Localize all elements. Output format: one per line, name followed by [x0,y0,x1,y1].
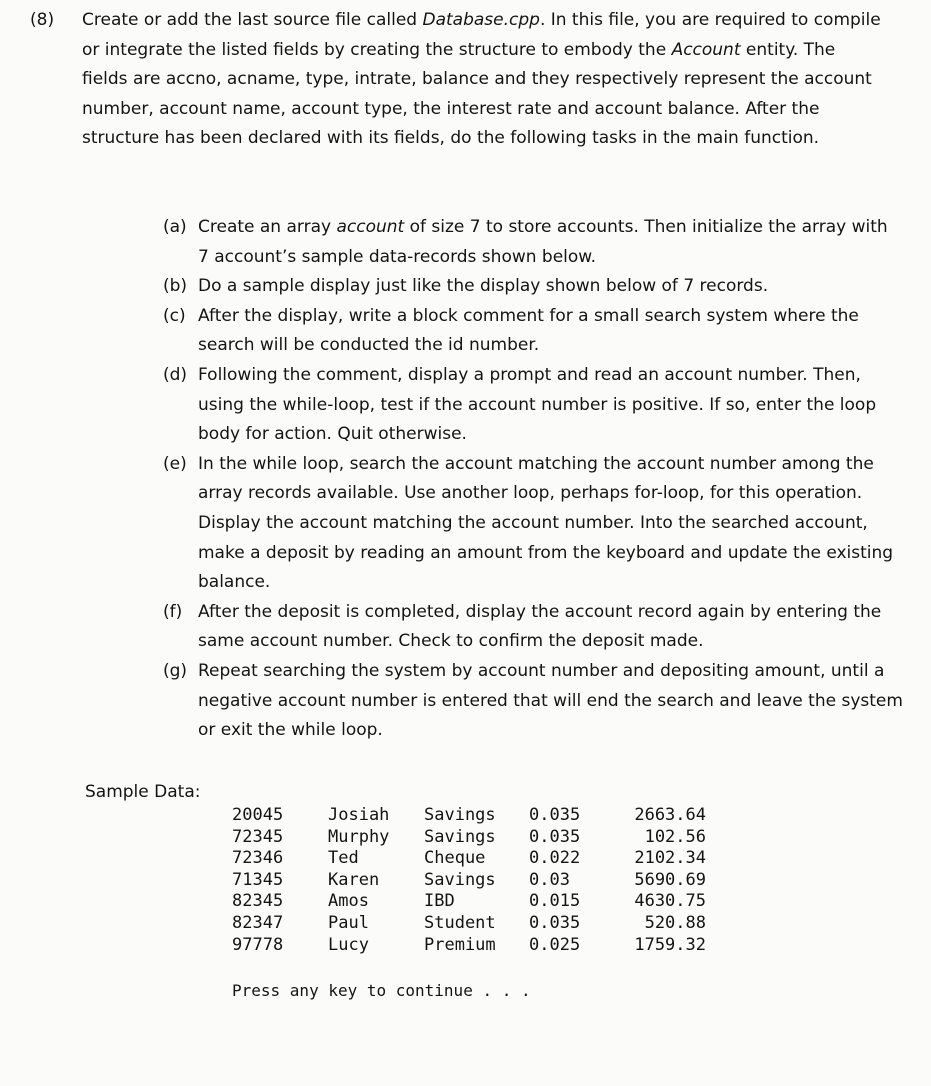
account-type-cell: IBD [424,891,455,912]
task-label: (b) [163,276,188,297]
table-row [232,848,706,870]
task-text: After the deposit is completed, display the account record again by entering the same account number. Check to confirm the deposit made. [198,601,882,652]
account-number-cell: 82347 [232,912,284,933]
balance-cell: 2102.34 [634,848,706,869]
task-text-pre: Create an array [198,217,337,237]
interest-rate-cell: 0.035 [529,805,581,825]
account-type-cell: Savings [424,805,496,825]
intro-filename: Database.cpp [422,10,540,30]
task-item-e [163,450,903,598]
table-row [232,805,706,827]
task-text: In the while loop, search the account matching the account number among the array records available. Use another loop, perhaps for-loop, for this operation. Display the account matching the account number. Into the searched account, make a deposit by reading an amount from the keyboard and update the existing balance. [198,453,894,593]
task-label: (g) [163,660,188,681]
interest-rate-cell: 0.035 [529,826,581,847]
account-number-cell: 20045 [232,805,284,825]
balance-cell: 102.56 [644,826,706,847]
task-text-post: of size 7 to store accounts. Then initialize the array with 7 account’s sample data-records shown below. [198,217,888,267]
task-text: Repeat searching the system by account number and depositing amount, until a negative account number is entered that will end the search and leave the system or exit the while loop. [198,660,903,741]
account-name-cell: Paul [328,912,369,933]
account-number-cell: 82345 [232,891,284,912]
interest-rate-cell: 0.015 [529,891,581,912]
account-name-cell: Amos [328,891,369,912]
account-type-cell: Premium [424,934,496,955]
table-row [232,891,706,913]
account-name-cell: Murphy [328,826,390,847]
interest-rate-cell: 0.022 [529,848,581,869]
balance-cell: 2663.64 [634,805,706,825]
table-row [232,912,706,935]
intro-part-3: entity. The fields are accno, acname, type, intrate, balance and they respectively represent the account number, account name, account type, the interest rate and account balance. After the structure has been declared with its fields, do the following tasks in the main function. [82,39,872,149]
task-label: (a) [163,217,187,237]
intro-part-1: Create or add the last source file called [82,10,423,30]
task-item-b [163,272,903,302]
account-number-cell: 72345 [232,826,284,847]
task-list [163,213,903,746]
task-label: (e) [163,453,187,474]
sample-data-label: Sample Data: [85,782,201,802]
console-prompt: Press any key to continue . . . [232,981,531,1000]
task-item-g [163,657,903,746]
account-number-cell: 71345 [232,869,284,890]
balance-cell: 4630.75 [634,891,706,912]
task-text: After the display, write a block comment for a small search system where the search will be conducted the id number. [198,305,859,356]
account-name-cell: Lucy [328,934,369,955]
account-type-cell: Savings [424,826,496,847]
account-name-cell: Josiah [328,805,390,825]
task-text: Do a sample display just like the display shown below of 7 records. [198,276,769,297]
table-row [232,934,706,957]
account-number-cell: 72346 [232,848,284,869]
balance-cell: 5690.69 [634,869,706,890]
task-item-f [163,598,903,657]
task-label: (c) [163,305,186,326]
question-intro [82,6,882,154]
balance-cell: 1759.32 [634,934,706,955]
account-type-cell: Savings [424,869,496,890]
balance-cell: 520.88 [644,912,706,933]
interest-rate-cell: 0.03 [529,869,570,890]
task-text-em: account [336,217,405,237]
task-label: (d) [163,364,188,385]
table-row [232,869,706,892]
interest-rate-cell: 0.035 [529,912,581,933]
task-item-d [163,361,903,450]
intro-entity: Account [671,39,741,60]
table-row [232,826,706,849]
interest-rate-cell: 0.025 [529,934,581,955]
task-item-c [163,302,903,361]
account-name-cell: Karen [328,869,380,890]
account-number-cell: 97778 [232,934,284,955]
task-label: (f) [163,601,183,622]
task-item-a [163,213,903,272]
intro-part-2: . In this file, you are required to compile or integrate the listed fields by creating the structure to embody the [82,10,881,60]
account-type-cell: Cheque [424,848,486,869]
account-name-cell: Ted [328,848,359,869]
question-number: (8) [30,10,55,30]
sample-data-console [232,805,706,956]
account-type-cell: Student [424,912,496,933]
task-text: Following the comment, display a prompt and read an account number. Then, using the while-loop, test if the account number is positive. If so, enter the loop body for action. Quit otherwise. [198,364,877,445]
